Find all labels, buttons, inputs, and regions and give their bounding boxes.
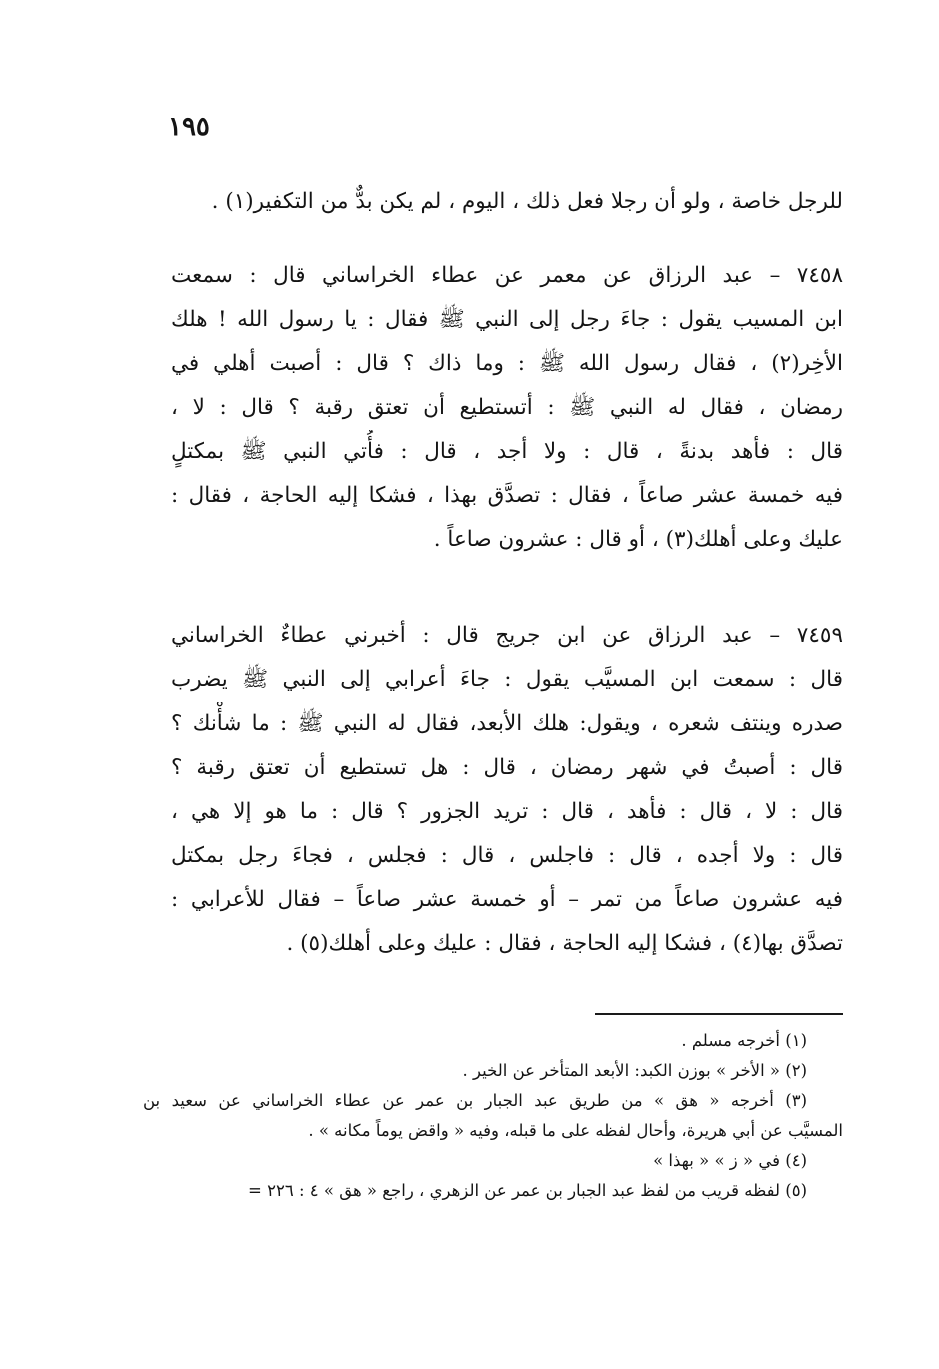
text-line: تصدَّق بها(٤) ، فشكا إليه الحاجة ، فقال : عليك وعلى أهلك(٥) . (286, 931, 843, 956)
footnote-1: (١) أخرجه مسلم . (681, 1031, 807, 1050)
text-line: قال : لا ، قال : فأهد ، قال : تريد الجزور ؟ قال : ما هو إلا هي ، (171, 799, 843, 824)
hadith-7458 (171, 254, 843, 562)
page-number: ١٩٥ (168, 112, 210, 142)
footnote-divider (595, 1013, 843, 1015)
footnotes (143, 1026, 843, 1206)
footnote-4: (٤) في « ز » « بهذا » (653, 1151, 807, 1170)
footnote-3: (٣) أخرجه « هق » من طريق عبد الجبار بن عمر عن عطاء الخراساني عن سعيد بن (143, 1091, 807, 1110)
intro-paragraph (171, 180, 843, 224)
text-line: صدره وينتف شعره ، ويقول: هلك الأبعد، فقال له النبي ﷺ : ما شأْنك ؟ (171, 711, 843, 736)
footnote-2: (٢) « الأخر » بوزن الكبد: الأبعد المتأخر عن الخير . (462, 1061, 807, 1080)
text-line: قال : أصبتُ في شهر رمضان ، قال : هل تستطيع أن تعتق رقبة ؟ (171, 755, 843, 780)
text-line: فيه خمسة عشر صاعاً ، فقال : تصدَّق بهذا ، فشكا إليه الحاجة ، فقال : (171, 483, 843, 508)
text-line: ٧٤٥٩ – عبد الرزاق عن ابن جريج قال : أخبرني عطاءٌ الخراساني (171, 623, 843, 648)
text-line: فيه عشرون صاعاً من تمر – أو خمسة عشر صاعاً – فقال للأعرابي : (171, 887, 843, 912)
footnote-5: (٥) لفظه قريب من لفظ عبد الجبار بن عمر عن الزهري ، راجع « هق » ٤ : ٢٢٦ = (248, 1181, 807, 1200)
text-line: قال : فأهد بدنةً ، قال : ولا أجد ، قال : فأُتي النبي ﷺ بمكتلٍ (171, 439, 843, 464)
text-line: عليك وعلى أهلك(٣) ، أو قال : عشرون صاعاً . (433, 527, 843, 552)
text-line: قال : سمعت ابن المسيَّب يقول : جاءَ أعرابي إلى النبي ﷺ يضرب (171, 667, 843, 692)
text-line: الأخِر(٢) ، فقال رسول الله ﷺ : وما ذاك ؟ قال : أصبت أهلي في (171, 351, 843, 376)
text-line: رمضان ، فقال له النبي ﷺ : أتستطيع أن تعتق رقبة ؟ قال : لا ، (171, 395, 843, 420)
hadith-7459 (171, 614, 843, 966)
text-line: ٧٤٥٨ – عبد الرزاق عن معمر عن عطاء الخراساني قال : سمعت (171, 263, 843, 288)
text-line: قال : ولا أجده ، قال : فاجلس ، قال : فجلس ، فجاءَ رجل بمكتل (171, 843, 843, 868)
text-line: للرجل خاصة ، ولو أن رجلا فعل ذلك ، اليوم ، لم يكن بدٌّ من التكفير(١) . (211, 189, 843, 214)
text-line: ابن المسيب يقول : جاءَ رجل إلى النبي ﷺ فقال : يا رسول الله ! هلك (171, 307, 843, 332)
footnote-3-continued: المسيَّب عن أبي هريرة، وأحال لفظه على ما قبله، وفيه « واقض يوماً مكانه » . (308, 1121, 843, 1140)
